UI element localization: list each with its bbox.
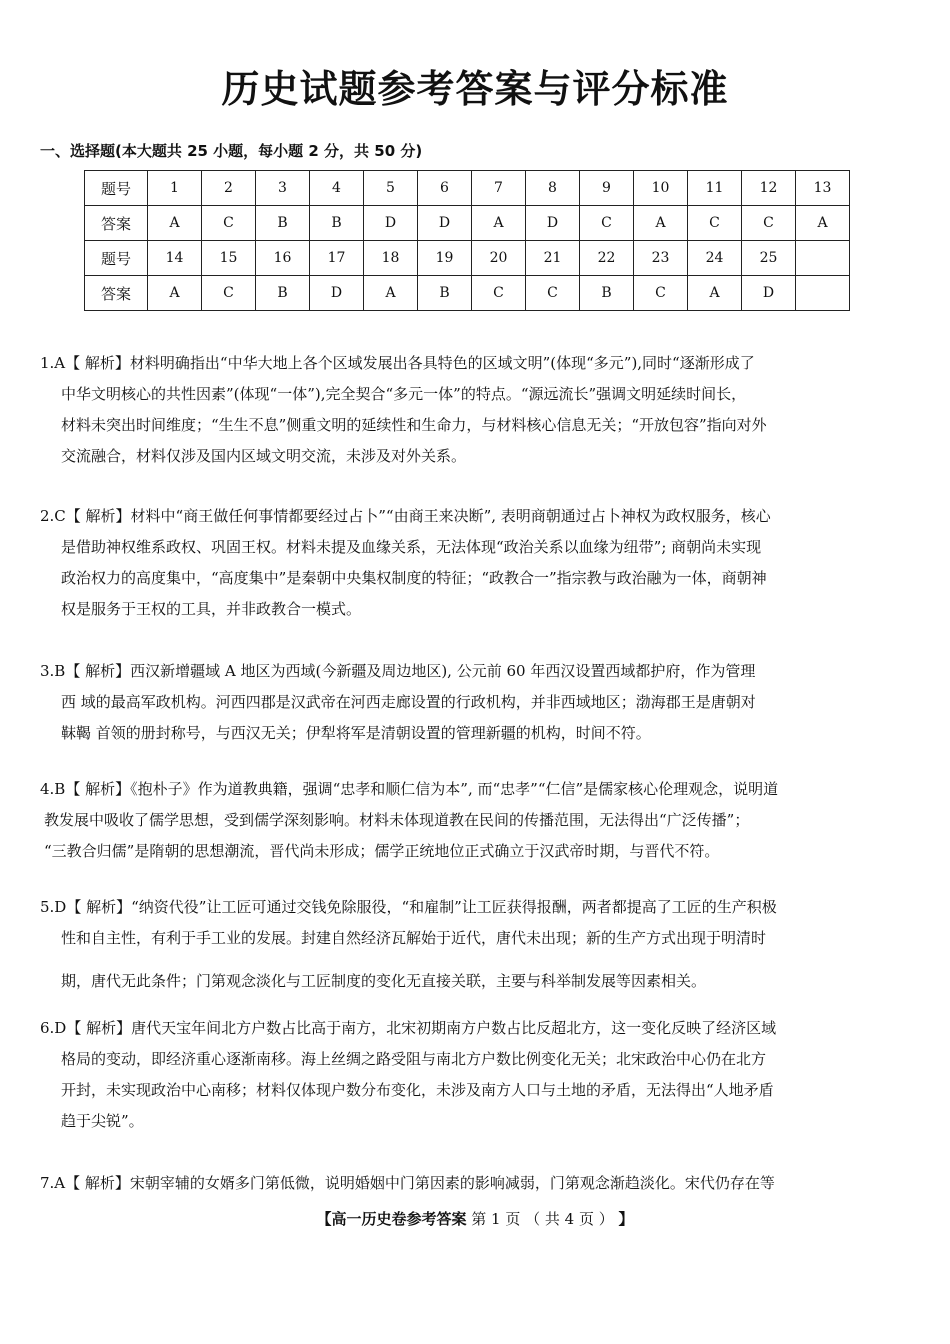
explanation-line: 政治权力的高度集中，“高度集中”是秦朝中央集权制度的特征；“政教合一”指宗教与政治融为一体，商朝神 (61, 569, 767, 587)
footer-close-bracket: 】 (618, 1210, 634, 1228)
explanation-line: 教发展中吸收了儒学思想，受到儒学深刻影响。材料未体现道教在民间的传播范围，无法得出“广泛传播”； (44, 811, 750, 829)
page-footer (0, 1208, 950, 1229)
explanation-line: 中华文明核心的共性因素”(体现“一体”),完全契合“多元一体”的特点。“源远流长”强调文明延续时间长， (61, 385, 747, 403)
table-cell: 1 (148, 171, 202, 206)
table-cell: 16 (256, 241, 310, 276)
explanation-line: 趋于尖锐”。 (61, 1112, 144, 1130)
explanation-line: 6.D【 解析】唐代天宝年间北方户数占比高于南方，北宋初期南方户数占比反超北方，这一变化反映了经济区域 (40, 1019, 777, 1037)
question-explanation-7 (40, 1168, 910, 1199)
table-cell-empty (796, 241, 850, 276)
table-cell: 25 (742, 241, 796, 276)
table-cell: 10 (634, 171, 688, 206)
table-row-answers-1 (85, 206, 850, 241)
row-label-answer: 答案 (85, 206, 148, 241)
explanation-line: 1.A【 解析】材料明确指出“中华大地上各个区域发展出各具特色的区域文明”(体现“多元”),同时“逐渐形成了 (40, 354, 755, 372)
table-cell: 12 (742, 171, 796, 206)
table-cell: C (742, 206, 796, 241)
table-cell: B (256, 276, 310, 311)
table-cell: C (526, 276, 580, 311)
explanation-line: 2.C【 解析】材料中“商王做任何事情都要经过占卜”“由商王来决断”, 表明商朝通过占卜神权为政权服务，核心 (40, 507, 771, 525)
table-cell: A (364, 276, 418, 311)
table-cell: 21 (526, 241, 580, 276)
table-cell: 8 (526, 171, 580, 206)
question-explanation-6 (40, 1013, 910, 1137)
table-cell: 18 (364, 241, 418, 276)
table-cell: 7 (472, 171, 526, 206)
explanation-line: 3.B【 解析】西汉新增疆域 A 地区为西域(今新疆及周边地区), 公元前 60 年西汉设置西域都护府，作为管理 (40, 662, 756, 680)
table-cell: D (526, 206, 580, 241)
question-explanation-3 (40, 656, 910, 749)
explanation-line: 7.A【 解析】宋朝宰辅的女婿多门第低微，说明婚姻中门第因素的影响减弱，门第观念渐趋淡化。宋代仍存在等 (40, 1174, 775, 1192)
table-cell: B (256, 206, 310, 241)
table-cell: 2 (202, 171, 256, 206)
table-cell: A (472, 206, 526, 241)
table-cell: C (202, 276, 256, 311)
explanation-line: 材料未突出时间维度；“生生不息”侧重文明的延续性和生命力，与材料核心信息无关；“开放包容”指向对外 (61, 416, 767, 434)
question-explanation-5 (40, 892, 910, 997)
explanation-line: 性和自主性，有利于手工业的发展。封建自然经济瓦解始于近代，唐代未出现；新的生产方式出现于明清时 (61, 929, 767, 947)
table-cell: 19 (418, 241, 472, 276)
footer-label: 【高一历史卷参考答案 (316, 1210, 467, 1228)
explanation-line: 开封，未实现政治中心南移；材料仅体现户数分布变化，未涉及南方人口与土地的矛盾，无法得出“人地矛盾 (61, 1081, 774, 1099)
table-cell: C (580, 206, 634, 241)
table-row-numbers-1 (85, 171, 850, 206)
table-cell: 22 (580, 241, 634, 276)
table-cell: 14 (148, 241, 202, 276)
page-title: 历史试题参考答案与评分标准 (221, 67, 729, 111)
table-row-answers-2 (85, 276, 850, 311)
explanation-line: 交流融合，材料仅涉及国内区域文明交流，未涉及对外关系。 (61, 447, 467, 465)
table-cell: D (310, 276, 364, 311)
question-explanation-1 (40, 348, 910, 472)
table-cell: A (148, 276, 202, 311)
explanation-line: 西 域的最高军政机构。河西四郡是汉武帝在河西走廊设置的行政机构，并非西域地区；渤海郡王是唐朝对 (61, 693, 756, 711)
row-label-question-number: 题号 (85, 241, 148, 276)
table-cell: 20 (472, 241, 526, 276)
table-cell: A (688, 276, 742, 311)
explanation-line: 期，唐代无此条件；门第观念淡化与工匠制度的变化无直接关联，主要与科举制发展等因素相关。 (61, 972, 707, 990)
table-cell: C (634, 276, 688, 311)
row-label-question-number: 题号 (85, 171, 148, 206)
table-cell: 4 (310, 171, 364, 206)
question-explanation-4 (40, 774, 910, 867)
table-cell: C (202, 206, 256, 241)
section-heading-choice: 一、选择题(本大题共 25 小题，每小题 2 分，共 50 分) (40, 142, 423, 160)
table-cell: 24 (688, 241, 742, 276)
table-cell: A (796, 206, 850, 241)
question-explanation-2 (40, 501, 910, 625)
table-cell: D (742, 276, 796, 311)
table-cell: 11 (688, 171, 742, 206)
explanation-line: 权是服务于王权的工具，并非政教合一模式。 (61, 600, 362, 618)
table-cell: D (418, 206, 472, 241)
explanation-line: 4.B【 解析】《抱朴子》作为道教典籍，强调“忠孝和顺仁信为本”, 而“忠孝”“仁信”是儒家核心伦理观念，说明道 (40, 780, 779, 798)
table-cell: 13 (796, 171, 850, 206)
table-cell: B (580, 276, 634, 311)
table-cell: 15 (202, 241, 256, 276)
table-cell: 23 (634, 241, 688, 276)
table-cell: C (472, 276, 526, 311)
table-cell: 5 (364, 171, 418, 206)
explanation-line: 靺鞨 首领的册封称号，与西汉无关；伊犁将军是清朝设置的管理新疆的机构，时间不符。 (61, 724, 651, 742)
table-cell: A (148, 206, 202, 241)
explanation-line: “三教合归儒”是隋朝的思想潮流，晋代尚未形成；儒学正统地位正式确立于汉武帝时期，与晋代不符。 (44, 842, 720, 860)
table-cell: A (634, 206, 688, 241)
explanation-line: 是借助神权维系政权、巩固王权。材料未提及血缘关系，无法体现“政治关系以血缘为纽带”; 商朝尚未实现 (61, 538, 762, 556)
table-cell: C (688, 206, 742, 241)
table-cell: 3 (256, 171, 310, 206)
table-cell-empty (796, 276, 850, 311)
table-cell: B (418, 276, 472, 311)
table-cell: 9 (580, 171, 634, 206)
table-cell: 17 (310, 241, 364, 276)
footer-page-number: 第 1 页 （ 共 4 页 ） (471, 1210, 614, 1228)
table-row-numbers-2 (85, 241, 850, 276)
explanation-line: 格局的变动，即经济重心逐渐南移。海上丝绸之路受阻与南北方户数比例变化无关；北宋政治中心仍在北方 (61, 1050, 767, 1068)
row-label-answer: 答案 (85, 276, 148, 311)
explanation-line: 5.D【 解析】“纳资代役”让工匠可通过交钱免除服役，“和雇制”让工匠获得报酬，两者都提高了工匠的生产积极 (40, 898, 777, 916)
table-cell: B (310, 206, 364, 241)
table-cell: D (364, 206, 418, 241)
answer-table (84, 170, 850, 311)
table-cell: 6 (418, 171, 472, 206)
